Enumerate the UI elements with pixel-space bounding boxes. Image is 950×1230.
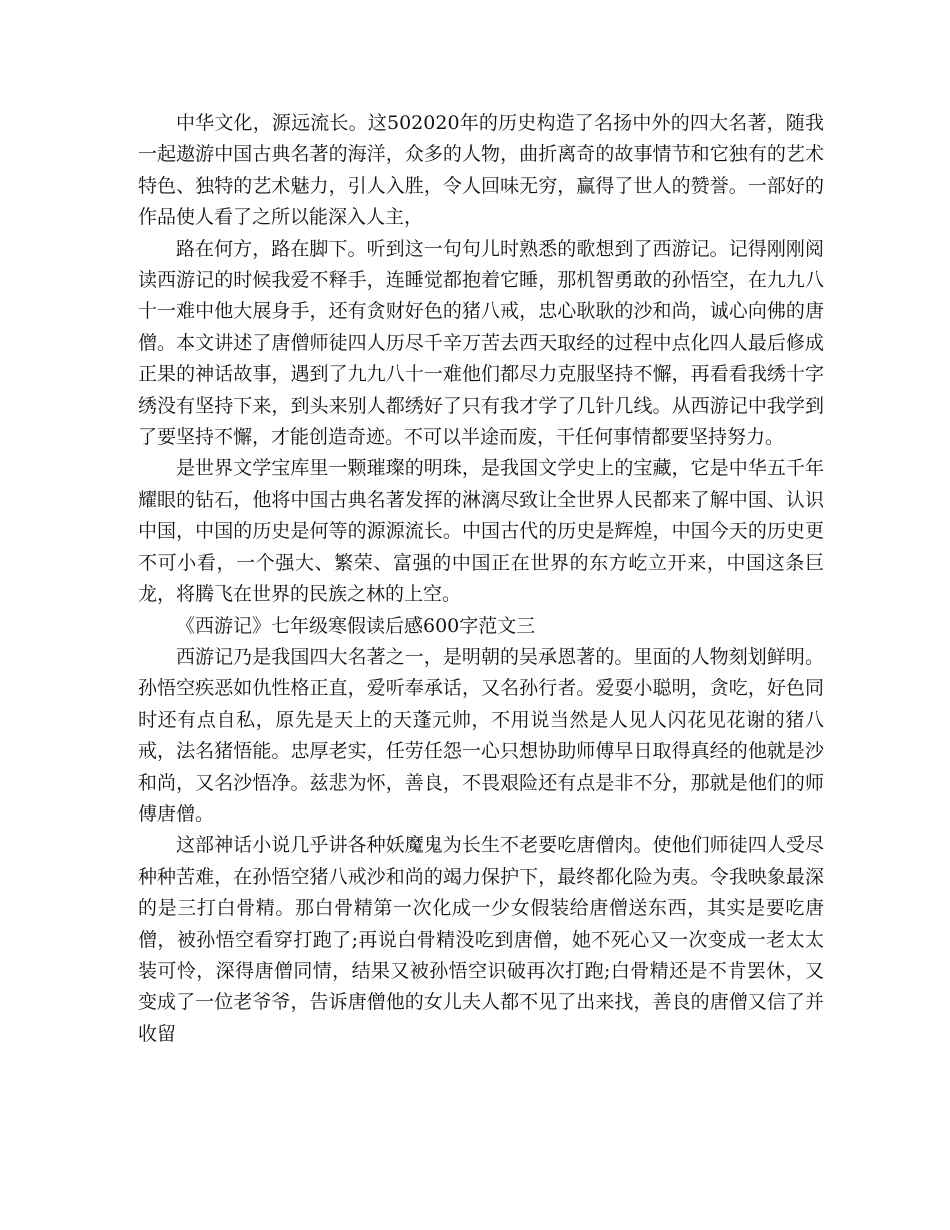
paragraph-treasure: 是世界文学宝库里一颗璀璨的明珠，是我国文学史上的宝藏，它是中华五千年耀眼的钻石，他将中国古典名著发挥的淋漓尽致让全世界人民都来了解中国、认识中国，中国的历史是何等的源源流长。中国古代的历史是辉煌，中国今天的历史更不可小看，一个强大、繁荣、富强的中国正在世界的东方屹立开来，中国这条巨龙，将腾飞在世界的民族之林的上空。: [138, 457, 824, 606]
paragraph-characters: 西游记乃是我国四大名著之一，是明朝的吴承恩著的。里面的人物刻划鲜明。孙悟空疾恶如仇性格正直，爱听奉承话，又名孙行者。爱耍小聪明，贪吃，好色同时还有点自私，原先是天上的天蓬元帅，不用说当然是人见人闪花见花谢的猪八戒，法名猪悟能。忠厚老实，任劳任怨一心只想协助师傅早日取得真经的他就是沙和尚，又名沙悟净。兹悲为怀，善良，不畏艰险还有点是非不分，那就是他们的师傅唐僧。: [138, 645, 824, 825]
document-body: [138, 108, 824, 1050]
paragraph-baigujing: 这部神话小说几乎讲各种妖魔鬼为长生不老要吃唐僧肉。使他们师徒四人受尽种种苦难，在孙悟空猪八戒沙和尚的竭力保护下，最终都化险为夷。令我映象最深的是三打白骨精。那白骨精第一次化成一少女假装给唐僧送东西，其实是要吃唐僧，被孙悟空看穿打跑了;再说白骨精没吃到唐僧，她不死心又一次变成一老太太装可怜，深得唐僧同情，结果又被孙悟空识破再次打跑;白骨精还是不肯罢休，又变成了一位老爷爷，告诉唐僧他的女儿夫人都不见了出来找，善良的唐僧又信了并收留: [138, 834, 824, 1045]
section-title: 《西游记》七年级寒假读后感600字范文三: [176, 614, 536, 637]
paragraph-intro: 中华文化，源远流长。这502020年的历史构造了名扬中外的四大名著，随我一起遨游中国古典名著的海洋，众多的人物，曲折离奇的故事情节和它独有的艺术特色、独特的艺术魅力，引人入胜，令人回味无穷，赢得了世人的赞誉。一部好的作品使人看了之所以能深入人主，: [138, 112, 824, 229]
paragraph-road: 路在何方，路在脚下。听到这一句句儿时熟悉的歌想到了西游记。记得刚刚阅读西游记的时候我爱不释手，连睡觉都抱着它睡，那机智勇敢的孙悟空，在九九八十一难中他大展身手，还有贪财好色的猪八戒，忠心耿耿的沙和尚，诚心向佛的唐僧。本文讲述了唐僧师徒四人历尽千辛万苦去西天取经的过程中点化四人最后修成正果的神话故事，遇到了九九八十一难他们都尽力克服坚持不懈，再看看我绣十字绣没有坚持下来，到头来别人都绣好了只有我才学了几针几线。从西游记中我学到了要坚持不懈，才能创造奇迹。不可以半途而废，干任何事情都要坚持努力。: [138, 237, 824, 449]
